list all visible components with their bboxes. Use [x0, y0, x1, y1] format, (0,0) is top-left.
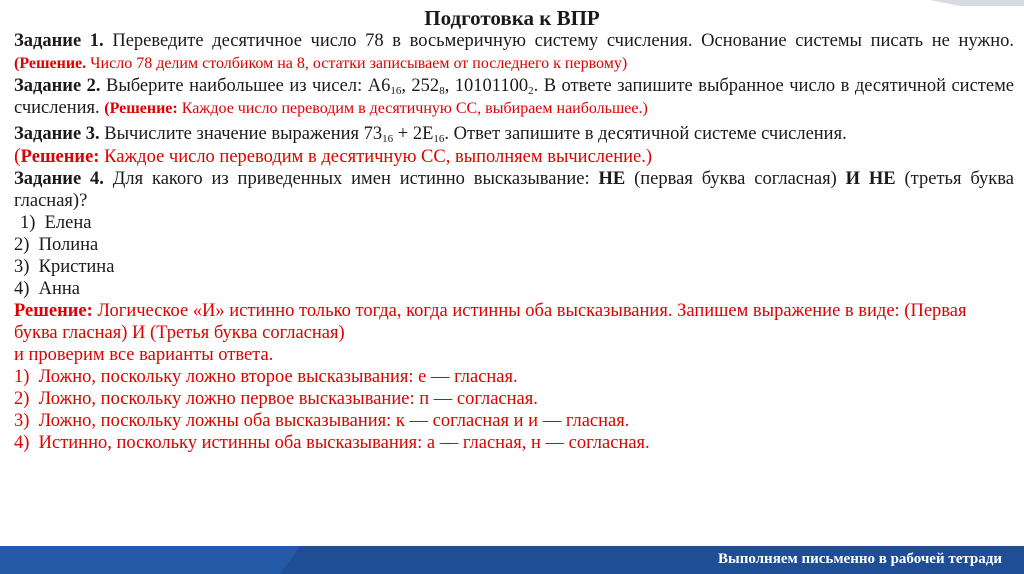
option-3-num: 3) — [14, 257, 30, 277]
task-2 — [14, 75, 1014, 120]
page-title: Подготовка к ВПР — [424, 6, 600, 30]
solution-item-4-text: Истинно, поскольку истинны оба высказывания: а — гласная, н — согласная. — [38, 433, 650, 453]
task-1-label: Задание 1. — [14, 31, 104, 51]
option-1-text: Елена — [44, 213, 92, 233]
solution-item-2-num: 2) — [14, 389, 30, 409]
task-2-text-a: Выберите наибольшее из чисел: A6 — [100, 76, 391, 96]
task-4-bold-b: И НЕ — [845, 169, 896, 189]
task-3-solution-label: Решение: — [20, 147, 100, 167]
task-1-text: Переведите десятичное число 78 в восьмеричную систему счисления. Основание системы писать не нужно. — [103, 31, 1014, 51]
option-1 — [14, 212, 1014, 234]
option-2-num: 2) — [14, 235, 30, 255]
task-3-solution — [14, 145, 1014, 168]
task-4-text-b: (первая буква согласная) — [625, 169, 846, 189]
task-3-solution-text: Каждое число переводим в десятичную СС, выполняем вычисление.) — [99, 147, 653, 167]
task-4 — [14, 168, 1014, 212]
solution-item-3 — [14, 410, 1014, 432]
task-1-solution-text: Число 78 делим столбиком на 8, остатки записываем от последнего к первому) — [86, 55, 628, 72]
task-2-sub-c: 2 — [528, 85, 534, 97]
footer-bar — [0, 546, 1024, 574]
task-3-label: Задание 3. — [14, 124, 100, 144]
task-4-solution-continued: и проверим все варианты ответа. — [14, 345, 274, 365]
task-3 — [14, 123, 1014, 145]
solution-item-2 — [14, 388, 1014, 410]
solution-item-1-num: 1) — [14, 367, 30, 387]
task-2-sub-a: 16 — [390, 85, 402, 97]
task-4-text-a: Для какого из приведенных имен истинно высказывание: — [103, 169, 599, 189]
task-2-label: Задание 2. — [14, 76, 101, 96]
task-1-solution-label: (Решение. — [14, 55, 87, 72]
task-3-sub-a: 16 — [382, 133, 394, 145]
task-1 — [14, 30, 1014, 75]
task-4-text-c: (третья буква гласная)? — [14, 169, 1015, 211]
solution-item-3-num: 3) — [14, 411, 30, 431]
option-1-num: 1) — [20, 213, 36, 233]
solution-item-2-text: Ложно, поскольку ложно первое высказывание: п — согласная. — [38, 389, 538, 409]
task-2-solution-label: (Решение: — [104, 100, 178, 117]
task-2-sub-b: 8 — [439, 85, 445, 97]
task-3-solution-open: ( — [14, 145, 21, 167]
task-4-solution-text: Логическое «И» истинно только тогда, когда истинны оба высказывания. Запишем выражение в виде: (Первая буква гласная) И (Третья буква согласная) — [14, 301, 967, 343]
task-4-solution — [14, 300, 1014, 344]
footer-text: Выполняем письменно в рабочей тетради — [717, 551, 1002, 567]
task-4-label: Задание 4. — [14, 169, 104, 189]
task-2-text-c: , 10101100 — [444, 76, 529, 96]
option-2 — [14, 234, 1014, 256]
task-3-text-c: . Ответ запишите в десятичной системе счисления. — [444, 124, 847, 144]
task-2-text-d: . В ответе запишите выбранное число в десятичной системе счисления. — [14, 76, 1014, 118]
task-4-solution-label: Решение: — [14, 301, 93, 321]
task-3-text-b: + 2E — [393, 124, 434, 144]
option-3-text: Кристина — [38, 257, 115, 277]
solution-item-1-text: Ложно, поскольку ложно второе высказывания: е — гласная. — [38, 367, 518, 387]
task-4-bold-a: НЕ — [598, 169, 626, 189]
task-2-text-b: , 252 — [401, 76, 440, 96]
solution-item-3-text: Ложно, поскольку ложны оба высказывания: к — согласная и и — гласная. — [38, 411, 630, 431]
option-3 — [14, 256, 1014, 278]
option-4 — [14, 278, 1014, 300]
task-3-sub-b: 16 — [433, 133, 445, 145]
option-4-num: 4) — [14, 279, 30, 299]
option-2-text: Полина — [38, 235, 99, 255]
solution-item-4 — [14, 432, 1014, 454]
solution-item-4-num: 4) — [14, 433, 30, 453]
task-2-solution-text: Каждое число переводим в десятичную СС, выбираем наибольшее.) — [177, 100, 648, 117]
option-4-text: Анна — [38, 279, 80, 299]
solution-item-1 — [14, 366, 1014, 388]
task-3-text-a: Вычислите значение выражения 73 — [99, 124, 383, 144]
content — [14, 30, 1014, 454]
